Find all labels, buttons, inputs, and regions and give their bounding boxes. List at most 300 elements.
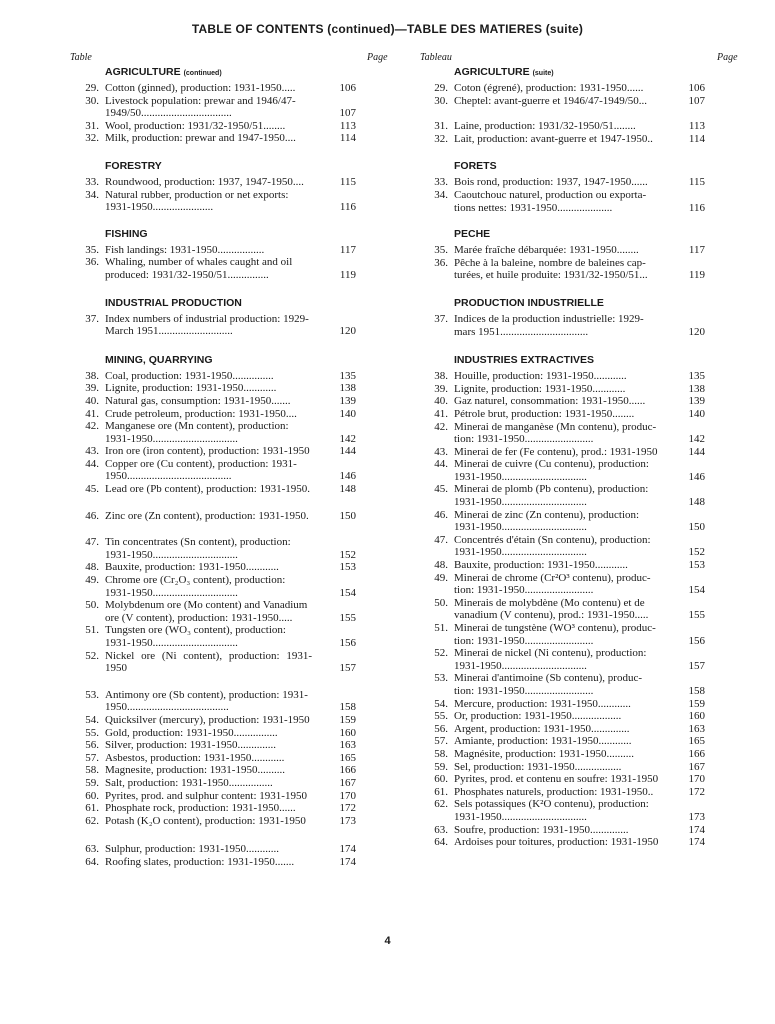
section-title: FORESTRY	[105, 159, 162, 172]
entry-title	[454, 824, 661, 837]
entry-title	[105, 256, 312, 281]
entry-number: 40.	[434, 395, 448, 408]
entry-page-number: 152	[339, 548, 356, 561]
section-heading	[105, 354, 356, 367]
entry-line: Crude petroleum, production: 1931-1950....	[105, 407, 297, 420]
entry-page-number: 163	[688, 722, 705, 735]
section-title: INDUSTRIAL PRODUCTION	[105, 296, 242, 309]
entry-line: Phosphates naturels, production: 1931-1950..	[454, 785, 654, 798]
entry-line: Copper ore (Cu content), production: 1931-	[105, 457, 297, 470]
entry-title	[454, 120, 661, 133]
entry-page-number: 120	[688, 325, 705, 338]
section-heading	[454, 354, 705, 367]
entry-number: 48.	[434, 559, 448, 572]
toc-entry	[428, 698, 705, 711]
entry-line: Pétrole brut, production: 1931-1950........	[454, 407, 635, 420]
entry-line: ore (V content), production: 1931-1950.....	[105, 611, 293, 624]
entry-page-number: 148	[688, 496, 705, 509]
entry-line: Sel, production: 1931-1950.................	[454, 760, 622, 773]
section-title: FORETS	[454, 160, 497, 173]
entry-number: 44.	[434, 458, 448, 471]
toc-entry	[79, 458, 356, 483]
entry-number: 50.	[85, 599, 99, 612]
entry-page-number: 157	[339, 662, 356, 675]
entry-line: Lait, production: avant-guerre et 1947-1950..	[454, 132, 653, 145]
entry-number: 45.	[434, 483, 448, 496]
entry-line: vanadium (V contenu), prod.: 1931-1950.....	[454, 609, 649, 622]
entry-title	[105, 752, 312, 765]
toc-entry	[79, 843, 356, 856]
toc-entry	[79, 445, 356, 458]
entry-line: Pêche à la baleine, nombre de baleines cap-	[454, 256, 646, 269]
toc-entry	[428, 458, 705, 483]
entry-number: 54.	[85, 713, 99, 726]
column-header-table: Table	[70, 52, 92, 63]
entry-title	[454, 446, 661, 459]
toc-entry	[79, 408, 356, 421]
entry-line: Laine, production: 1931/32-1950/51........	[454, 120, 636, 133]
entry-line: Chrome ore (Cr₂O₃ content), production:	[105, 574, 286, 587]
toc-entry	[428, 244, 705, 257]
entry-page-number: 135	[339, 369, 356, 382]
entry-line: Antimony ore (Sb content), production: 1931-	[105, 688, 308, 701]
entry-title	[454, 257, 661, 282]
entry-number: 53.	[85, 688, 99, 701]
toc-entry	[79, 95, 356, 120]
entry-line: 1931-1950...............................	[454, 521, 587, 534]
entry-line: Bauxite, production: 1931-1950............	[105, 561, 279, 574]
toc-entry	[428, 408, 705, 421]
toc-entry	[428, 383, 705, 396]
entry-title	[105, 856, 312, 869]
entry-number: 61.	[85, 802, 99, 815]
toc-entry	[428, 421, 705, 446]
entry-line: Bauxite, production: 1931-1950............	[454, 559, 628, 572]
entry-title	[105, 790, 312, 803]
entry-line: Indices de la production industrielle: 1929-	[454, 312, 644, 325]
entry-line: Sulphur, production: 1931-1950............	[105, 843, 280, 856]
entry-title	[454, 559, 661, 572]
entry-title	[454, 421, 661, 446]
entry-line: Or, production: 1931-1950..................	[454, 710, 622, 723]
entry-title	[105, 120, 312, 133]
entry-line: Gaz naturel, consommation: 1931-1950......	[454, 395, 646, 408]
entry-number: 39.	[434, 382, 448, 395]
toc-entry	[428, 622, 705, 647]
entry-page-number: 119	[339, 268, 356, 281]
entry-number: 37.	[85, 312, 99, 325]
toc-entry	[428, 257, 705, 282]
entry-title	[454, 189, 661, 214]
entry-line: Minerai de plomb (Pb contenu), production:	[454, 483, 649, 496]
entry-title	[454, 723, 661, 736]
entry-number: 56.	[434, 722, 448, 735]
entry-title	[105, 189, 312, 214]
toc-entry	[79, 574, 356, 599]
entry-line: Manganese ore (Mn content), production:	[105, 420, 289, 433]
entry-line: Argent, production: 1931-1950..............	[454, 722, 630, 735]
entry-line: 1931-1950...............................	[454, 496, 587, 509]
entry-line: Marée fraîche débarquée: 1931-1950........	[454, 244, 639, 257]
entry-number: 61.	[434, 785, 448, 798]
entry-page-number: 158	[339, 701, 356, 714]
entry-page-number: 167	[688, 760, 705, 773]
entry-title	[105, 370, 312, 383]
entry-title	[454, 773, 661, 786]
entry-line: March 1951...........................	[105, 325, 233, 338]
entry-title	[105, 689, 312, 714]
entry-line: mars 1951................................	[454, 325, 589, 338]
page-number: 4	[384, 935, 391, 947]
entry-page-number: 170	[688, 773, 705, 786]
toc-entry	[79, 689, 356, 714]
entry-line: tion: 1931-1950.........................	[454, 584, 594, 597]
entry-line: Zinc ore (Zn content), production: 1931-1950.	[105, 509, 309, 522]
entry-title	[105, 395, 312, 408]
toc-entry	[79, 256, 356, 281]
entry-line: 1931-1950...............................	[454, 810, 587, 823]
entry-title	[454, 748, 661, 761]
toc-entry	[79, 189, 356, 214]
toc-entry	[79, 790, 356, 803]
section-heading	[105, 228, 356, 241]
entry-page-number: 173	[339, 814, 356, 827]
entry-line: Sels potassiques (K²O contenu), production:	[454, 798, 649, 811]
entry-line: Minerai de chrome (Cr²O³ contenu), produc-	[454, 571, 651, 584]
entry-number: 36.	[85, 256, 99, 269]
entry-title	[105, 510, 312, 523]
entry-number: 52.	[85, 649, 99, 662]
entry-line: 1931-1950...............................	[105, 637, 238, 649]
entry-page-number: 173	[688, 810, 705, 823]
entry-line: tion: 1931-1950.........................	[454, 684, 594, 697]
toc-entry	[428, 509, 705, 534]
entry-page-number: 115	[688, 176, 705, 189]
entry-page-number: 157	[688, 659, 705, 672]
entry-page-number: 146	[688, 470, 705, 483]
toc-entry	[79, 313, 356, 338]
entry-line: Minerai de cuivre (Cu contenu), production:	[454, 458, 649, 471]
entry-line: turées, et huile produite: 1931/32-1950/51...	[454, 269, 648, 282]
entry-page-number: 116	[688, 201, 705, 214]
entry-line: Whaling, number of whales caught and oil	[105, 256, 293, 269]
entry-title	[105, 382, 312, 395]
entry-page-number: 154	[339, 586, 356, 599]
toc-entry	[79, 599, 356, 624]
entry-number: 34.	[434, 188, 448, 201]
section-subtitle: (continued)	[183, 70, 222, 77]
section-heading	[454, 66, 705, 79]
entry-title	[105, 764, 312, 777]
entry-line: Index numbers of industrial production: 1929-	[105, 312, 309, 325]
entry-number: 56.	[85, 739, 99, 752]
entry-number: 35.	[85, 243, 99, 256]
toc-entry	[428, 572, 705, 597]
entry-title	[105, 599, 312, 624]
entry-title	[454, 483, 661, 508]
toc-entry	[79, 752, 356, 765]
entry-line: Ardoises pour toitures, production: 1931-1950	[454, 836, 659, 849]
entry-title	[454, 647, 661, 672]
entry-number: 43.	[434, 445, 448, 458]
entry-title	[454, 534, 661, 559]
toc-entry	[428, 824, 705, 837]
entry-title	[105, 561, 312, 574]
entry-line: 1950......................................	[105, 470, 232, 483]
entry-line: 1949/50.................................	[105, 107, 232, 120]
entry-number: 60.	[85, 789, 99, 802]
entry-number: 33.	[434, 176, 448, 189]
entry-line: produced: 1931/32-1950/51...............	[105, 268, 269, 281]
toc-entry	[428, 483, 705, 508]
section-title: MINING, QUARRYING	[105, 353, 213, 366]
entry-title	[105, 777, 312, 790]
entry-page-number: 107	[339, 107, 356, 120]
entry-line: 1950.....................................	[105, 701, 229, 714]
entry-page-number: 156	[339, 637, 356, 649]
entry-page-number: 165	[688, 735, 705, 748]
entry-line: 1931-1950...............................	[454, 659, 587, 672]
toc-entry	[79, 777, 356, 790]
toc-entry	[79, 176, 356, 189]
toc-entry	[79, 536, 356, 561]
entry-page-number: 150	[688, 521, 705, 534]
entry-line: Bois rond, production: 1937, 1947-1950......	[454, 176, 648, 189]
entry-page-number: 144	[688, 445, 705, 458]
entry-title	[454, 798, 661, 823]
entry-title	[105, 483, 312, 496]
toc-entry	[428, 370, 705, 383]
toc-entry	[428, 798, 705, 823]
entry-line: Minerais de molybdène (Mo contenu) et de	[454, 596, 645, 609]
entry-page-number: 152	[688, 546, 705, 559]
entry-number: 59.	[434, 760, 448, 773]
toc-entry	[79, 624, 356, 649]
toc-entry	[428, 189, 705, 214]
toc-entry	[79, 120, 356, 133]
entry-number: 64.	[434, 836, 448, 849]
toc-entry	[79, 727, 356, 740]
entry-line: Gold, production: 1931-1950................	[105, 726, 278, 739]
entry-title	[454, 176, 661, 189]
entry-line: Roofing slates, production: 1931-1950.......	[105, 855, 295, 868]
entry-number: 52.	[434, 647, 448, 660]
toc-entry	[428, 672, 705, 697]
section-title: PECHE	[454, 228, 491, 241]
entry-page-number: 113	[339, 119, 356, 132]
entry-line: Nickel ore (Ni content), production: 1931-1950	[105, 649, 312, 675]
section-heading	[105, 160, 356, 173]
entry-number: 37.	[434, 312, 448, 325]
entry-line: Wool, production: 1931/32-1950/51........	[105, 119, 286, 132]
toc-entry	[428, 748, 705, 761]
entry-number: 55.	[85, 726, 99, 739]
entry-title	[105, 739, 312, 752]
entry-line: Molybdenum ore (Mo content) and Vanadium	[105, 599, 308, 612]
entry-line: Tungsten ore (WO₃ content), production:	[105, 624, 286, 637]
entry-title	[105, 727, 312, 740]
entry-title	[105, 176, 312, 189]
entry-title	[105, 843, 312, 856]
entry-line: 1931-1950...............................	[105, 548, 238, 561]
entry-number: 51.	[85, 624, 99, 637]
entry-line: Mercure, production: 1931-1950............	[454, 697, 631, 710]
entry-page-number: 154	[688, 584, 705, 597]
entry-number: 29.	[434, 82, 448, 94]
entry-line: Minerai de fer (Fe contenu), prod.: 1931-1950	[454, 445, 658, 458]
toc-entry	[79, 650, 356, 675]
entry-page-number: 139	[688, 395, 705, 408]
entry-number: 49.	[85, 574, 99, 587]
entry-number: 51.	[434, 622, 448, 634]
entry-line: Lead ore (Pb content), production: 1931-1950.	[105, 483, 310, 496]
entry-page-number: 117	[688, 244, 705, 257]
entry-page-number: 142	[339, 432, 356, 445]
section-title: INDUSTRIES EXTRACTIVES	[454, 354, 595, 367]
toc-entry	[428, 597, 705, 622]
entry-page-number: 166	[339, 764, 356, 777]
entry-line: Magnésite, production: 1931-1950..........	[454, 747, 634, 760]
entry-number: 32.	[434, 132, 448, 145]
entry-line: Salt, production: 1931-1950................	[105, 776, 273, 789]
toc-entry	[79, 382, 356, 395]
entry-page-number: 142	[688, 433, 705, 446]
entry-title	[454, 244, 661, 257]
toc-entry	[428, 773, 705, 786]
toc-entry	[79, 370, 356, 383]
entry-page-number: 160	[339, 726, 356, 739]
entry-line: 1931-1950...............................	[105, 586, 238, 599]
entry-page-number: 116	[339, 201, 356, 214]
entry-page-number: 156	[688, 634, 705, 647]
entry-line: Phosphate rock, production: 1931-1950......	[105, 802, 296, 815]
entry-line: tion: 1931-1950.........................	[454, 433, 594, 446]
entry-page-number: 114	[339, 132, 356, 145]
entry-title	[454, 370, 661, 383]
entry-title	[454, 836, 661, 849]
entry-page-number: 107	[688, 94, 705, 107]
entry-page-number: 144	[339, 445, 356, 458]
toc-entry	[428, 735, 705, 748]
entry-line: Lignite, production: 1931-1950............	[454, 382, 626, 395]
entry-number: 32.	[85, 132, 99, 145]
section-heading	[454, 160, 705, 173]
entry-page-number: 113	[688, 120, 705, 133]
entry-number: 35.	[434, 244, 448, 257]
entry-page-number: 170	[339, 789, 356, 802]
toc-column-french	[428, 66, 705, 849]
toc-entry	[79, 244, 356, 257]
entry-title	[454, 710, 661, 723]
entry-page-number: 146	[339, 470, 356, 483]
entry-line: Potash (K₂O content), production: 1931-1950	[105, 814, 306, 827]
entry-page-number: 172	[688, 785, 705, 798]
entry-page-number: 106	[688, 82, 705, 94]
entry-number: 29.	[85, 82, 99, 94]
entry-line: tion: 1931-1950.........................	[454, 634, 594, 647]
entry-title	[105, 408, 312, 421]
toc-entry	[79, 395, 356, 408]
entry-title	[454, 572, 661, 597]
entry-page-number: 174	[688, 836, 705, 849]
entry-number: 30.	[434, 94, 448, 107]
entry-page-number: 106	[339, 82, 356, 94]
entry-page-number: 138	[339, 382, 356, 395]
section-title: PRODUCTION INDUSTRIELLE	[454, 296, 604, 309]
entry-line: 1931-1950......................	[105, 201, 214, 214]
entry-number: 50.	[434, 596, 448, 609]
entry-title	[454, 761, 661, 774]
entry-title	[454, 698, 661, 711]
entry-line: 1931-1950...............................	[454, 470, 587, 483]
entry-number: 54.	[434, 697, 448, 710]
entry-line: Minerai de zinc (Zn contenu), production:	[454, 508, 640, 521]
toc-entry	[428, 95, 705, 108]
entry-title	[105, 574, 312, 599]
section-heading	[454, 228, 705, 241]
entry-number: 38.	[85, 369, 99, 382]
column-header-page-fr: Page	[717, 52, 738, 63]
entry-line: Minerai de manganèse (Mn contenu), produc-	[454, 420, 657, 433]
entry-line: Fish landings: 1931-1950.................	[105, 243, 265, 256]
entry-title	[454, 408, 661, 421]
section-title: AGRICULTURE	[105, 66, 181, 78]
entry-line: Milk, production: prewar and 1947-1950....	[105, 132, 296, 145]
entry-number: 47.	[85, 536, 99, 549]
entry-page-number: 166	[688, 747, 705, 760]
entry-line: Soufre, production: 1931-1950..............	[454, 823, 629, 836]
entry-number: 36.	[434, 256, 448, 269]
entry-page-number: 140	[339, 407, 356, 420]
entry-title	[454, 672, 661, 697]
entry-line: Asbestos, production: 1931-1950............	[105, 751, 285, 764]
entry-page-number: 115	[339, 175, 356, 188]
entry-line: Silver, production: 1931-1950..............	[105, 739, 276, 752]
entry-title	[105, 132, 312, 145]
entry-number: 39.	[85, 382, 99, 395]
entry-number: 40.	[85, 394, 99, 407]
entry-title	[105, 815, 312, 828]
entry-title	[105, 82, 312, 95]
entry-number: 47.	[434, 533, 448, 546]
entry-number: 46.	[434, 508, 448, 521]
entry-title	[105, 95, 312, 120]
entry-title	[454, 313, 661, 338]
toc-entry	[428, 176, 705, 189]
entry-number: 41.	[85, 407, 99, 420]
entry-number: 57.	[434, 735, 448, 748]
entry-line: Minerai de nickel (Ni contenu), production:	[454, 647, 647, 660]
toc-entry	[428, 710, 705, 723]
entry-title	[105, 650, 312, 675]
entry-title	[454, 509, 661, 534]
entry-page-number: 163	[339, 739, 356, 752]
entry-line: Minerai d'antimoine (Sb contenu), produc-	[454, 672, 643, 685]
toc-entry	[428, 446, 705, 459]
entry-number: 58.	[434, 747, 448, 760]
entry-title	[105, 420, 312, 445]
entry-line: Concentrés d'étain (Sn contenu), production:	[454, 533, 651, 546]
toc-entry	[428, 534, 705, 559]
column-header-tableau: Tableau	[420, 52, 452, 63]
entry-number: 62.	[434, 798, 448, 811]
entry-page-number: 174	[339, 855, 356, 868]
toc-entry	[428, 723, 705, 736]
toc-entry	[428, 133, 705, 146]
entry-line: Iron ore (iron content), production: 1931-1950	[105, 445, 310, 458]
toc-entry	[428, 786, 705, 799]
entry-title	[454, 82, 661, 95]
